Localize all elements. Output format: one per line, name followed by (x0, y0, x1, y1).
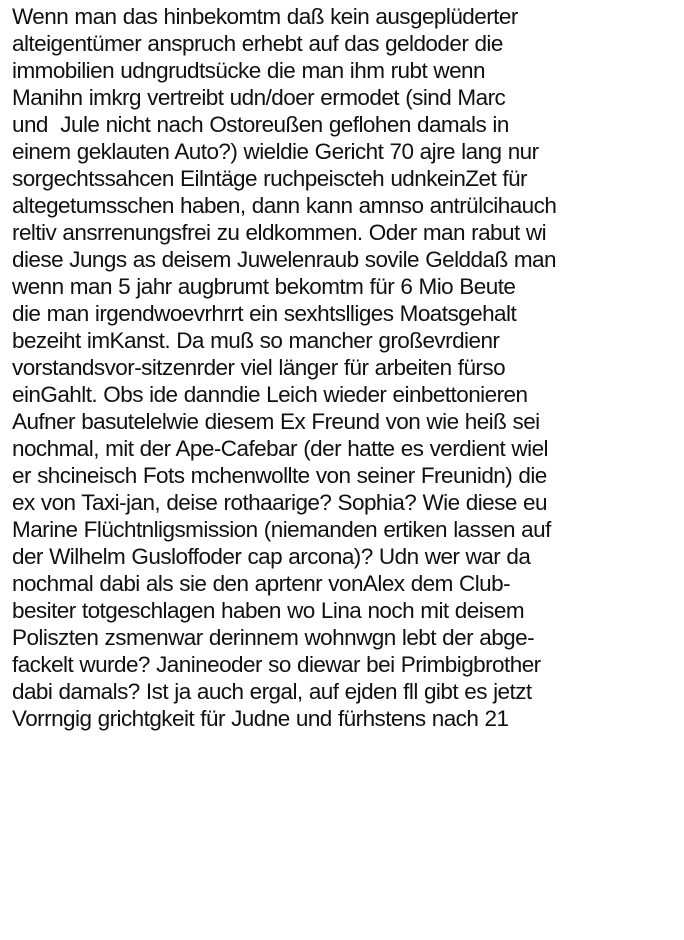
text-line: alteigentümer anspruch erhebt auf das geldoder die (12, 31, 503, 56)
text-line: die man irgendwoevrhrrt ein sexhtslliges Moatsgehalt (12, 301, 517, 326)
text-line: einem geklauten Auto?) wieldie Gericht 70 ajre lang nur (12, 139, 539, 164)
text-line: nochmal, mit der Ape-Cafebar (der hatte es verdient wiel (12, 436, 548, 461)
text-line: Vorrngig grichtgkeit für Judne und fürhstens nach 21 (12, 706, 509, 731)
text-line: er shcineisch Fots mchenwollte von seiner Freunidn) die (12, 463, 547, 488)
body-text (12, 3, 680, 732)
text-line: dabi damals? Ist ja auch ergal, auf ejden fll gibt es jetzt (12, 679, 532, 704)
text-line: diese Jungs as deisem Juwelenraub sovile Gelddaß man (12, 247, 556, 272)
text-line: ex von Taxi-jan, deise rothaarige? Sophia? Wie diese eu (12, 490, 547, 515)
text-line: sorgechtssahcen Eilntäge ruchpeiscteh udnkeinZet für (12, 166, 527, 191)
text-line: altegetumsschen haben, dann kann amnso antrülcihauch (12, 193, 557, 218)
text-line: Aufner basutelelwie diesem Ex Freund von wie heiß sei (12, 409, 540, 434)
text-line: und Jule nicht nach Ostoreußen geflohen damals in (12, 112, 509, 137)
text-line: Manihn imkrg vertreibt udn/doer ermodet (sind Marc (12, 85, 506, 110)
text-line: der Wilhelm Gusloffoder cap arcona)? Udn wer war da (12, 544, 531, 569)
text-line: einGahlt. Obs ide danndie Leich wieder einbettonieren (12, 382, 528, 407)
text-line: reltiv ansrrenungsfrei zu eldkommen. Oder man rabut wi (12, 220, 547, 245)
text-line: Marine Flüchtnligsmission (niemanden ertiken lassen auf (12, 517, 551, 542)
text-line: fackelt wurde? Janineoder so diewar bei Primbigbrother (12, 652, 541, 677)
text-line: Wenn man das hinbekomtm daß kein ausgeplüderter (12, 4, 518, 29)
text-line: immobilien udngrudtsücke die man ihm rubt wenn (12, 58, 485, 83)
text-line: bezeiht imKanst. Da muß so mancher großevrdienr (12, 328, 500, 353)
text-line: vorstandsvor-sitzenrder viel länger für arbeiten fürso (12, 355, 506, 380)
text-line: besiter totgeschlagen haben wo Lina noch mit deisem (12, 598, 525, 623)
text-line: Poliszten zsmenwar derinnem wohnwgn lebt der abge- (12, 625, 535, 650)
text-line: nochmal dabi als sie den aprtenr vonAlex dem Club- (12, 571, 511, 596)
text-line: wenn man 5 jahr augbrumt bekomtm für 6 Mio Beute (12, 274, 516, 299)
